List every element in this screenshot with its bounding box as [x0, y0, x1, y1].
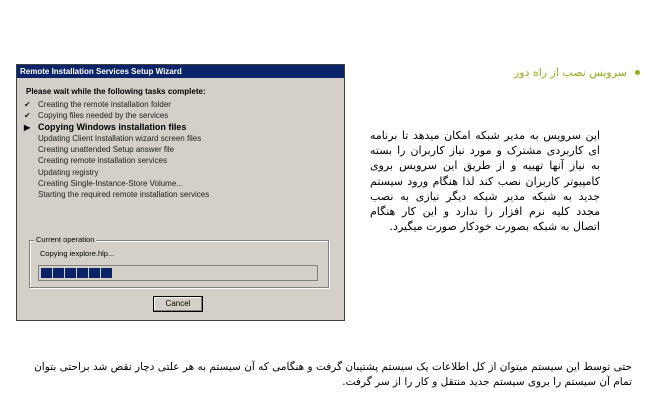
progress-block — [41, 268, 52, 278]
task-item — [24, 133, 209, 144]
progress-block — [101, 268, 112, 278]
cancel-button[interactable]: Cancel — [153, 296, 203, 312]
task-label: Creating unattended Setup answer file — [38, 145, 175, 155]
current-operation-text: Copying iexplore.hlp... — [40, 249, 115, 258]
task-item — [24, 189, 209, 200]
task-label: Creating the remote installation folder — [38, 100, 171, 109]
task-item — [24, 167, 209, 178]
task-label: Copying files needed by the services — [38, 111, 169, 121]
task-label: Copying Windows installation files — [38, 121, 187, 132]
dialog-heading: Please wait while the following tasks complete: — [26, 87, 206, 96]
arrow-right-icon: ▶ — [24, 122, 31, 132]
task-label: Creating remote installation services — [38, 156, 167, 166]
checkmark-icon: ✔ — [24, 100, 31, 109]
task-item — [24, 144, 209, 155]
bottom-paragraph: حتی توسط این سیستم میتوان از کل اطلاعات یک سیستم پشتیبان گرفت و هنگامی که آن سیستم به هر علتی دچار نقص شد براحتی بتوان تمام آن سیستم را بروی سیستم جدید منتقل و کار را از سر گرفت. — [34, 361, 632, 388]
task-list — [24, 99, 209, 201]
current-operation-label: Current operation — [36, 235, 95, 244]
description-paragraph: این سرویس به مدیر شبکه امکان میدهد تا برنامه ای کاربردی مشترک و مورد نیاز کاربران را بسته به نیاز آنها تهییه و از طریق این سرویس بروی کامپیوتر کاربران نصب کند لذا هنگام ورود سیستم جدید به شبکه مدیر شبکه دیگر نیازی به نصب مجدد کلیه نرم افزار را ندارد و این کار هنگام اتصال به شبکه بصورت خودکار صورت میگیرد. — [370, 129, 600, 234]
task-label: Updating registry — [38, 167, 99, 177]
bullet-heading: سرویس نصب از راه دور — [513, 66, 627, 79]
current-operation-group — [29, 235, 329, 288]
checkmark-icon: ✔ — [24, 111, 31, 121]
task-item — [24, 122, 209, 133]
progress-bar — [38, 265, 318, 281]
task-label: Creating Single-Instance-Store Volume... — [38, 179, 183, 189]
dialog-titlebar: Remote Installation Services Setup Wizard — [17, 65, 344, 78]
task-item — [24, 99, 209, 110]
task-label: Starting the required remote installation services — [38, 190, 210, 200]
progress-fill — [41, 268, 113, 278]
bullet-dot-icon — [635, 70, 640, 75]
task-label: Updating Client Installation wizard screen files — [38, 133, 202, 143]
bullet-heading-row — [460, 62, 640, 82]
progress-block — [65, 268, 76, 278]
task-item — [24, 178, 209, 189]
progress-block — [89, 268, 100, 278]
setup-wizard-dialog — [16, 64, 345, 321]
task-item — [24, 155, 209, 166]
progress-block — [77, 268, 88, 278]
progress-block — [53, 268, 64, 278]
task-item — [24, 110, 209, 121]
